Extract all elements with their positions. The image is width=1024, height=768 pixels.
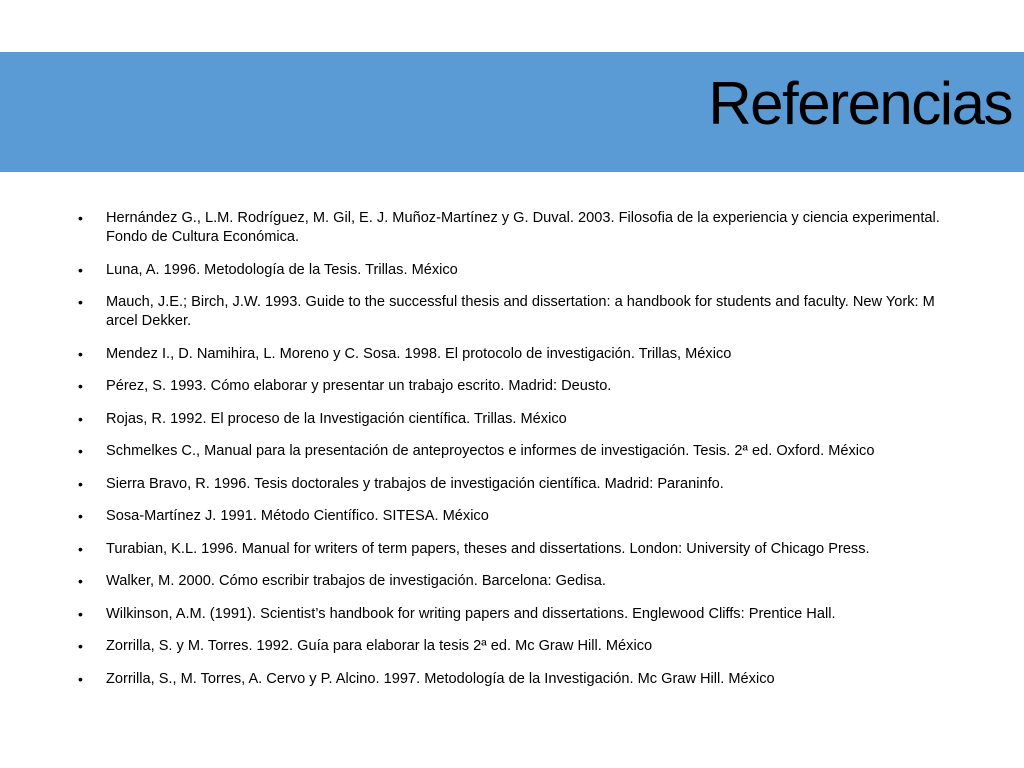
reference-text: Hernández G., L.M. Rodríguez, M. Gil, E. J. Muñoz-Martínez y G. Duval. 2003. Filosofia de la experiencia y ciencia experimental. Fondo de Cultura Económica. bbox=[106, 210, 940, 245]
reference-item bbox=[78, 377, 958, 396]
reference-text: Zorrilla, S. y M. Torres. 1992. Guía para elaborar la tesis 2ª ed. Mc Graw Hill. México bbox=[106, 638, 653, 654]
reference-item bbox=[78, 209, 958, 247]
reference-item bbox=[78, 293, 958, 331]
reference-item bbox=[78, 410, 958, 429]
reference-text: Zorrilla, S., M. Torres, A. Cervo y P. Alcino. 1997. Metodología de la Investigación. Mc Graw Hill. México bbox=[106, 670, 775, 687]
reference-text: Walker, M. 2000. Cómo escribir trabajos de investigación. Barcelona: Gedisa. bbox=[106, 573, 606, 589]
title-band bbox=[0, 52, 1024, 172]
reference-text: Schmelkes C., Manual para la presentación de anteproyectos e informes de investigación. Tesis. 2ª ed. Oxford. México bbox=[106, 443, 875, 459]
bullet-icon: • bbox=[78, 605, 83, 622]
slide-title: Referencias bbox=[708, 70, 1012, 137]
reference-item bbox=[78, 605, 958, 624]
bullet-icon: • bbox=[78, 345, 83, 362]
bullet-icon: • bbox=[78, 508, 83, 524]
reference-text: Mendez I., D. Namihira, L. Moreno y C. Sosa. 1998. El protocolo de investigación. Trillas, México bbox=[106, 345, 732, 362]
bullet-icon: • bbox=[78, 475, 83, 492]
reference-text: Pérez, S. 1993. Cómo elaborar y presentar un trabajo escrito. Madrid: Deusto. bbox=[106, 378, 612, 394]
reference-text: Wilkinson, A.M. (1991). Scientist’s handbook for writing papers and dissertations. Englewood Cliffs: Prentice Hall. bbox=[106, 605, 836, 622]
reference-item bbox=[78, 507, 958, 526]
bullet-icon: • bbox=[78, 670, 83, 687]
bullet-icon: • bbox=[78, 210, 83, 226]
references-list bbox=[78, 209, 958, 702]
bullet-icon: • bbox=[78, 573, 83, 589]
reference-text: Luna, A. 1996. Metodología de la Tesis. Trillas. México bbox=[106, 261, 458, 278]
reference-text: Rojas, R. 1992. El proceso de la Investigación científica. Trillas. México bbox=[106, 410, 567, 427]
reference-text: Turabian, K.L. 1996. Manual for writers of term papers, theses and dissertations. London: University of Chicago Press. bbox=[106, 540, 870, 557]
reference-item bbox=[78, 261, 958, 280]
reference-item bbox=[78, 442, 958, 461]
bullet-icon: • bbox=[78, 540, 83, 557]
reference-text: Sierra Bravo, R. 1996. Tesis doctorales y trabajos de investigación científica. Madrid: Paraninfo. bbox=[106, 475, 724, 492]
reference-text: Sosa-Martínez J. 1991. Método Científico. SITESA. México bbox=[106, 508, 489, 524]
bullet-icon: • bbox=[78, 378, 83, 394]
bullet-icon: • bbox=[78, 443, 83, 459]
bullet-icon: • bbox=[78, 294, 83, 310]
reference-item bbox=[78, 475, 958, 494]
reference-item bbox=[78, 572, 958, 591]
bullet-icon: • bbox=[78, 638, 83, 654]
reference-item bbox=[78, 637, 958, 656]
reference-item bbox=[78, 670, 958, 689]
bullet-icon: • bbox=[78, 410, 83, 427]
reference-item bbox=[78, 345, 958, 364]
bullet-icon: • bbox=[78, 261, 83, 278]
reference-text: Mauch, J.E.; Birch, J.W. 1993. Guide to the successful thesis and dissertation: a handbook for students and faculty. New York: M arcel Dekker. bbox=[106, 294, 935, 329]
reference-item bbox=[78, 540, 958, 559]
